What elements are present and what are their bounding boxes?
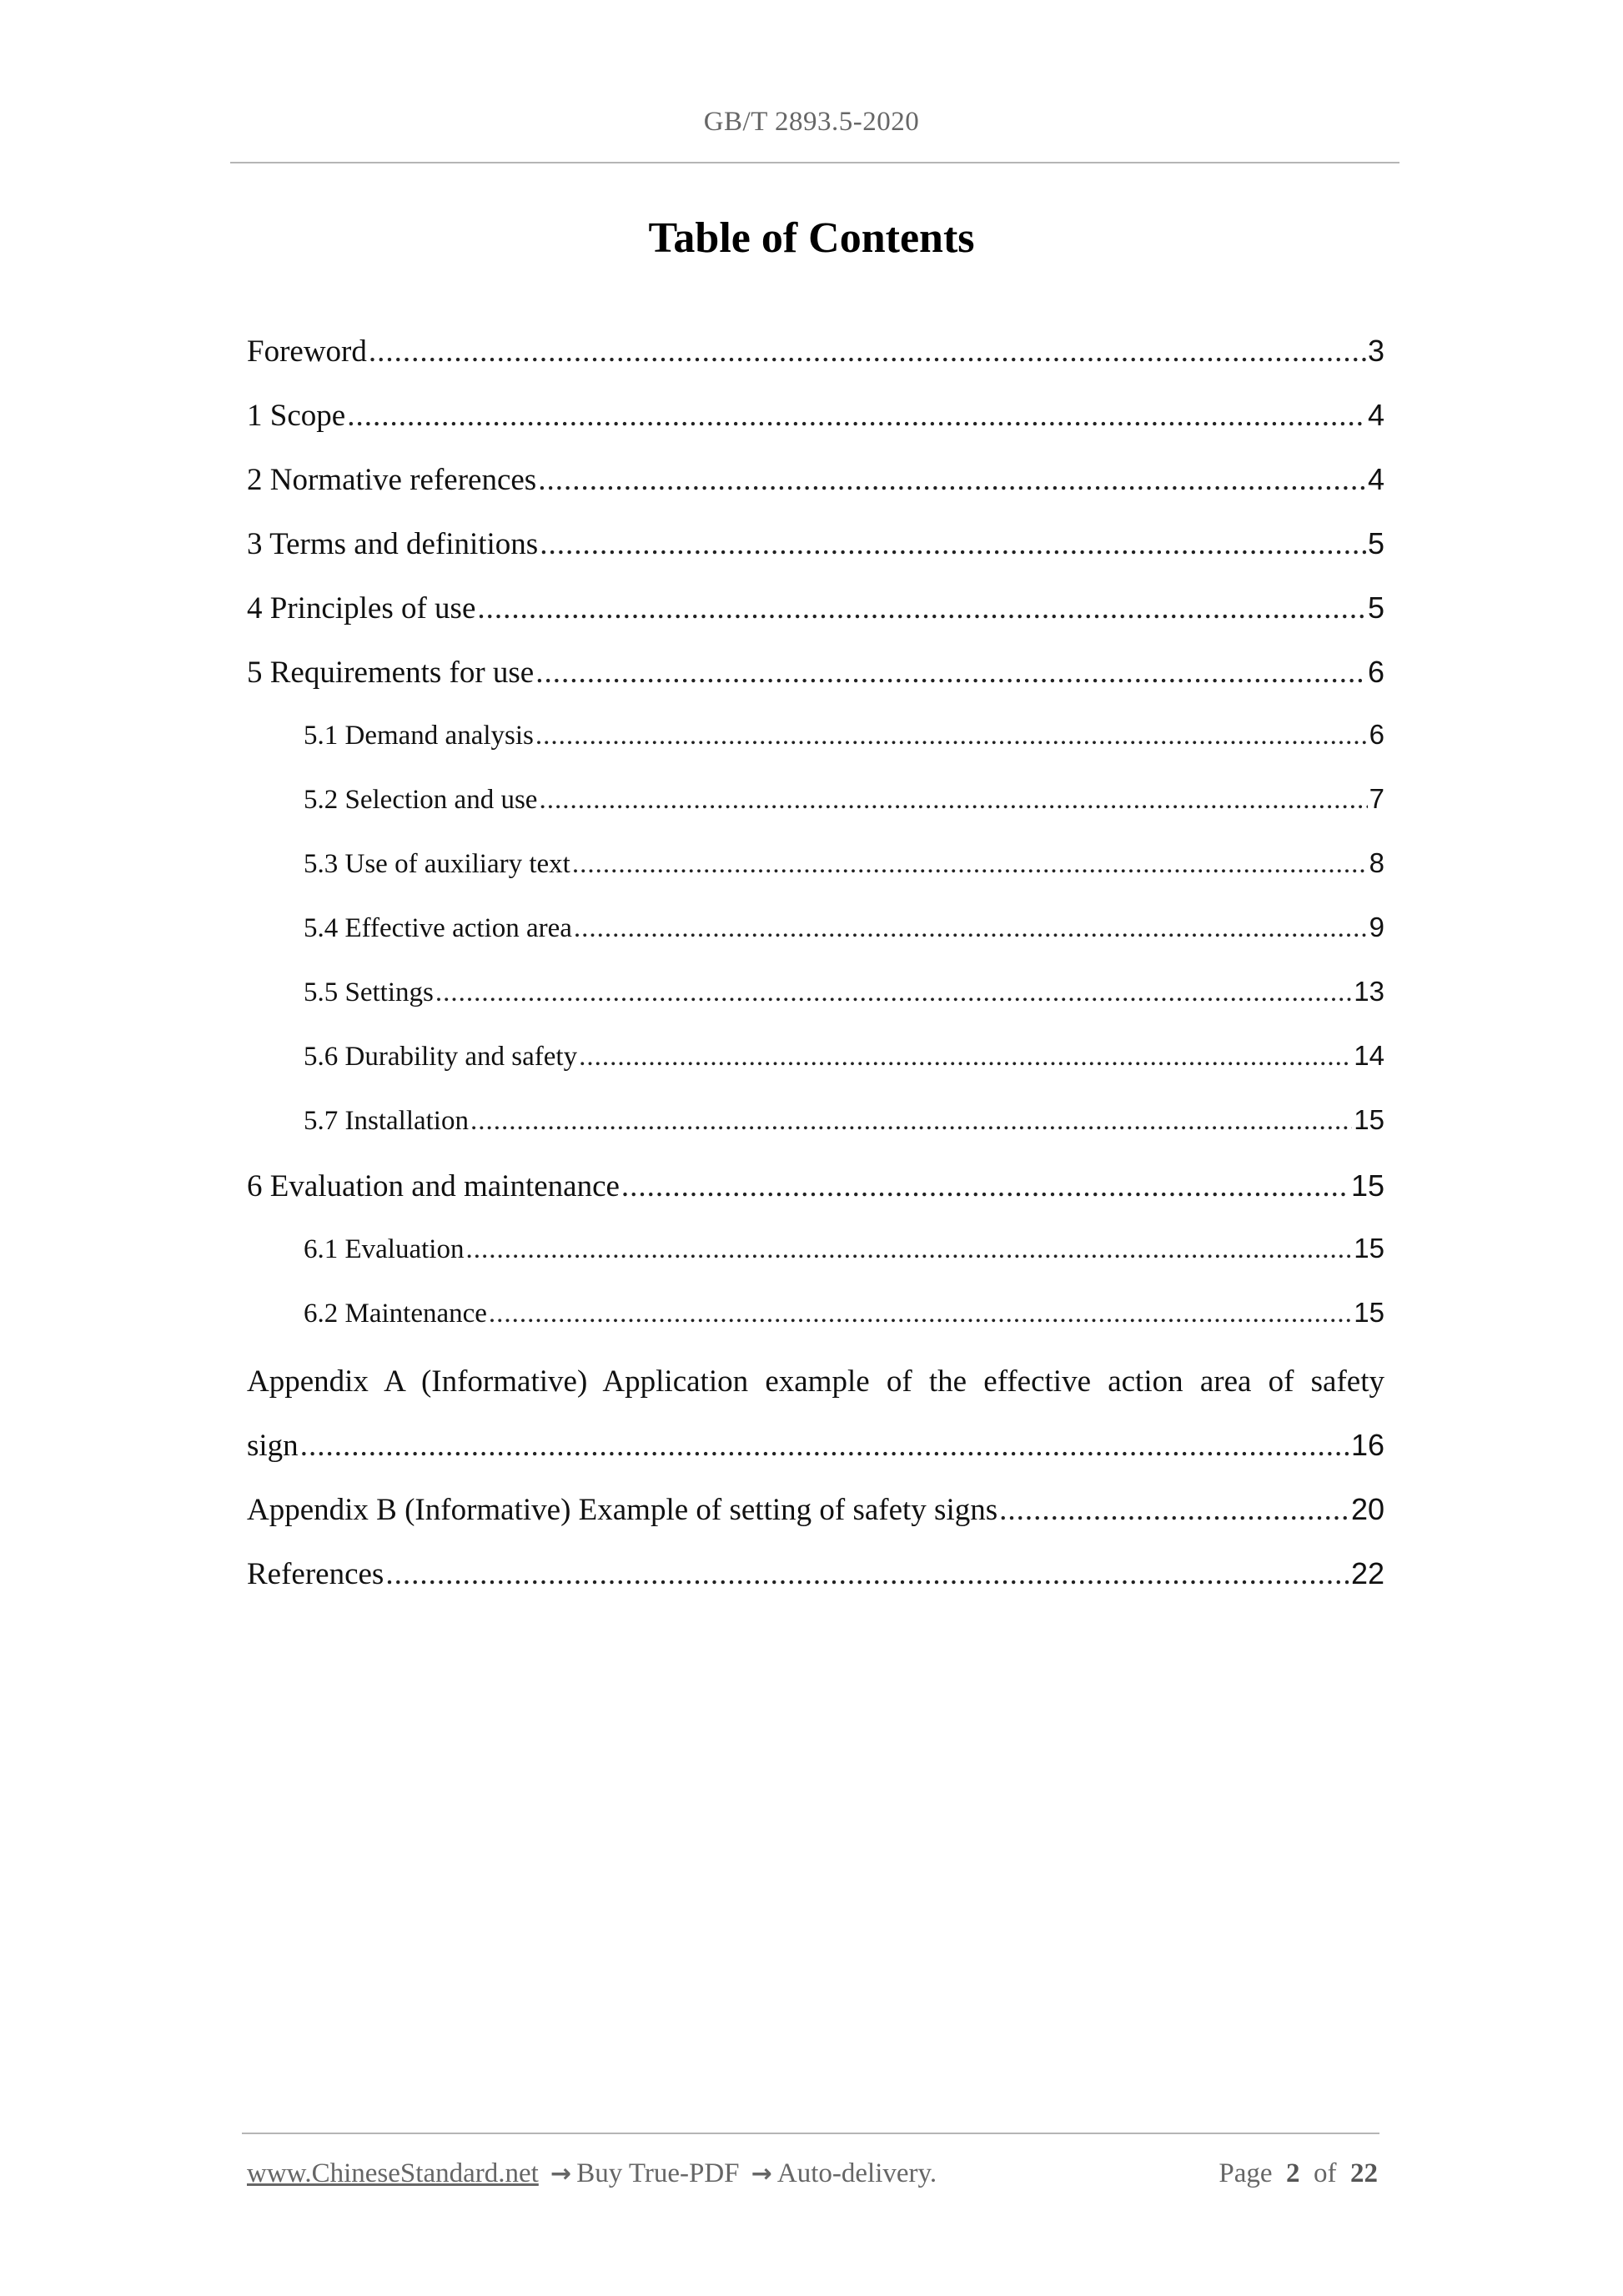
toc-leader-dots	[574, 913, 1368, 944]
toc-entry-page: 16	[1350, 1428, 1384, 1462]
toc-entry-installation[interactable]	[304, 1104, 1384, 1154]
toc-entry-page: 13	[1354, 976, 1384, 1007]
toc-entry-page: 6	[1369, 719, 1384, 750]
toc-entry-label: 5.7 Installation	[304, 1106, 469, 1136]
toc-entry-label: References	[247, 1557, 384, 1591]
toc-entry-requirements-for-use[interactable]	[247, 655, 1384, 705]
toc-entry-page: 15	[1354, 1297, 1384, 1328]
toc-entry-page: 7	[1369, 783, 1384, 814]
toc-entry-label: Foreword	[247, 334, 367, 369]
toc-entry-label: 5 Requirements for use	[247, 656, 535, 690]
toc-leader-dots	[385, 1556, 1349, 1592]
footer-step-delivery: Auto-delivery.	[776, 2158, 937, 2188]
page-total: 22	[1350, 2158, 1378, 2188]
page-footer	[247, 2158, 1378, 2189]
toc-leader-dots	[538, 462, 1366, 498]
footer-promo	[247, 2158, 937, 2189]
toc-entry-label: 5.6 Durability and safety	[304, 1042, 578, 1072]
toc-entry-maintenance[interactable]	[304, 1297, 1384, 1347]
toc-leader-dots	[572, 849, 1368, 880]
toc-entry-evaluation[interactable]	[304, 1233, 1384, 1283]
toc-entry-label: 5.5 Settings	[304, 977, 434, 1007]
toc-entry-scope[interactable]	[247, 398, 1384, 448]
toc-entry-label: 1 Scope	[247, 399, 346, 433]
toc-leader-dots	[347, 398, 1366, 434]
toc-entry-label: 6.1 Evaluation	[304, 1234, 465, 1264]
toc-leader-dots	[535, 655, 1366, 691]
header-doc-id: GB/T 2893.5-2020	[703, 107, 920, 137]
toc-entry-appendix-a-line1[interactable]: Appendix A (Informative) Application example of the effective action area of safety	[247, 1364, 1384, 1399]
toc-entry-label: 2 Normative references	[247, 463, 537, 497]
toc-entry-effective-action-area[interactable]	[304, 912, 1384, 962]
toc-leader-dots	[621, 1168, 1349, 1204]
toc-leader-dots	[477, 590, 1366, 626]
page-current: 2	[1286, 2158, 1300, 2188]
toc-entry-terms-definitions[interactable]	[247, 526, 1384, 576]
toc-leader-dots	[579, 1042, 1352, 1073]
toc-entry-page: 4	[1367, 398, 1384, 432]
arrow-right-icon: →	[550, 2159, 572, 2188]
toc-leader-dots	[369, 334, 1366, 369]
arrow-right-icon: →	[751, 2159, 772, 2188]
toc-leader-dots	[300, 1428, 1349, 1464]
footer-divider	[242, 2133, 1379, 2134]
toc-entry-auxiliary-text[interactable]	[304, 847, 1384, 897]
toc-leader-dots	[539, 785, 1367, 816]
toc-entry-label: 3 Terms and definitions	[247, 527, 539, 561]
page-word: Page	[1219, 2158, 1273, 2188]
toc-entry-selection-and-use[interactable]	[304, 783, 1384, 833]
toc-entry-page: 3	[1367, 334, 1384, 368]
toc-entry-page: 5	[1367, 526, 1384, 560]
toc-leader-dots	[535, 721, 1368, 751]
header-divider	[230, 162, 1399, 163]
toc-entry-label: Appendix B (Informative) Example of setting of safety signs	[247, 1493, 998, 1527]
toc-entry-demand-analysis[interactable]	[304, 719, 1384, 769]
toc-entry-page: 5	[1367, 590, 1384, 625]
toc-entry-evaluation-maintenance[interactable]	[247, 1168, 1384, 1218]
toc-entry-principles-of-use[interactable]	[247, 590, 1384, 641]
toc-entry-page: 15	[1354, 1233, 1384, 1264]
toc-entry-page: 6	[1367, 655, 1384, 689]
toc-entry-label: 4 Principles of use	[247, 591, 476, 625]
toc-entry-page: 9	[1369, 912, 1384, 942]
toc-leader-dots	[489, 1299, 1352, 1329]
footer-website-link[interactable]: www.ChineseStandard.net	[247, 2158, 539, 2188]
footer-step-buy: Buy True-PDF	[576, 2158, 740, 2188]
toc-entry-references[interactable]	[247, 1556, 1384, 1606]
toc-entry-durability-safety[interactable]	[304, 1040, 1384, 1090]
page-number	[1219, 2158, 1378, 2189]
toc-entry-label: 5.4 Effective action area	[304, 913, 572, 943]
toc-leader-dots	[470, 1106, 1352, 1137]
toc-entry-normative-references[interactable]	[247, 462, 1384, 512]
page-title: Table of Contents	[648, 214, 975, 262]
toc-entry-page: 15	[1354, 1104, 1384, 1135]
toc-entry-label: 6 Evaluation and maintenance	[247, 1169, 620, 1203]
toc-entry-label: 5.2 Selection and use	[304, 785, 538, 815]
toc-entry-label: sign	[247, 1429, 299, 1463]
toc-leader-dots	[435, 977, 1352, 1008]
toc-leader-dots	[540, 526, 1366, 562]
toc-entry-page: 20	[1350, 1492, 1384, 1526]
toc-entry-page: 8	[1369, 847, 1384, 878]
toc-entry-appendix-a-line2[interactable]	[247, 1428, 1384, 1478]
of-word: of	[1314, 2158, 1337, 2188]
toc-entry-page: 4	[1367, 462, 1384, 496]
toc-entry-label: 5.1 Demand analysis	[304, 721, 534, 751]
toc-entry-page: 15	[1350, 1168, 1384, 1203]
toc-entry-page: 14	[1354, 1040, 1384, 1071]
toc-entry-foreword[interactable]	[247, 334, 1384, 384]
toc-leader-dots	[999, 1492, 1349, 1528]
toc-entry-label: 6.2 Maintenance	[304, 1299, 487, 1329]
toc-entry-appendix-b[interactable]	[247, 1492, 1384, 1542]
toc-leader-dots	[465, 1234, 1352, 1265]
toc-entry-settings[interactable]	[304, 976, 1384, 1026]
toc-entry-label: 5.3 Use of auxiliary text	[304, 849, 570, 879]
toc-entry-page: 22	[1350, 1556, 1384, 1590]
